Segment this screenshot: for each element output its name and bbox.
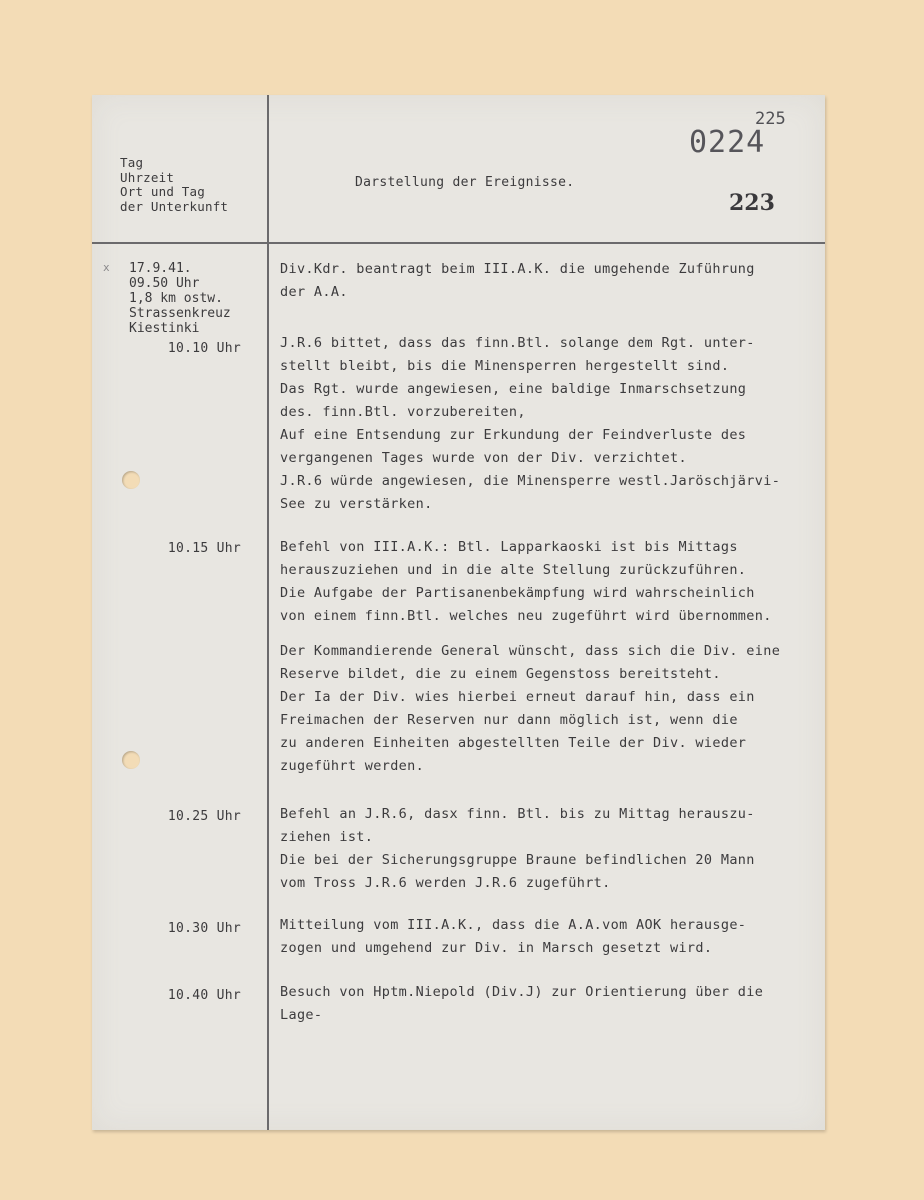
entry-line: von einem finn.Btl. welches neu zugeführt wird übernommen.	[280, 608, 772, 624]
entry-line: Befehl an J.R.6, dasx finn. Btl. bis zu Mittag herauszu-	[280, 806, 755, 822]
location-line: 09.50 Uhr	[129, 276, 200, 291]
entry-1030	[280, 914, 746, 960]
entry-line: Die bei der Sicherungsgruppe Braune befindlichen 20 Mann	[280, 852, 755, 868]
entry-line: See zu verstärken.	[280, 496, 433, 512]
entry-time-1025: 10.25 Uhr	[167, 809, 241, 824]
entry-time-1040: 10.40 Uhr	[167, 988, 241, 1003]
header-label-quarters: der Unterkunft	[120, 198, 229, 214]
entry-line: des. finn.Btl. vorzubereiten,	[280, 404, 526, 420]
punch-hole-upper	[122, 471, 140, 489]
entry-line: vom Tross J.R.6 werden J.R.6 zugeführt.	[280, 875, 611, 891]
entry-time-1015: 10.15 Uhr	[167, 541, 241, 556]
header-label-day: Tag	[120, 155, 144, 170]
page-number-stamp: 0224	[689, 125, 766, 160]
entry-line: Befehl von III.A.K.: Btl. Lapparkaoski ist bis Mittags	[280, 539, 738, 555]
entry-line: Freimachen der Reserven nur dann möglich ist, wenn die	[280, 712, 738, 728]
entry-line	[280, 628, 780, 640]
entry-line: Der Kommandierende General wünscht, dass sich die Div. eine	[280, 643, 781, 659]
margin-mark: x	[103, 261, 110, 274]
header-left-column	[120, 156, 228, 214]
entry-line: zugeführt werden.	[280, 758, 425, 774]
location-line: 1,8 km ostw.	[129, 291, 223, 306]
entry-0950	[280, 258, 755, 304]
entry-time-1030: 10.30 Uhr	[167, 921, 241, 936]
page-number-pencil: 225	[755, 109, 786, 129]
entry-line: ziehen ist.	[280, 829, 374, 845]
entry-line: J.R.6 bittet, dass das finn.Btl. solange dem Rgt. unter-	[280, 335, 755, 351]
location-block	[129, 261, 231, 336]
entry-line: stellt bleibt, bis die Minensperren hergestellt sind.	[280, 358, 730, 374]
entry-1010	[280, 332, 780, 516]
entry-line: Der Ia der Div. wies hierbei erneut darauf hin, dass ein	[280, 689, 755, 705]
entry-line: zu anderen Einheiten abgestellten Teile der Div. wieder	[280, 735, 747, 751]
location-line: 17.9.41.	[129, 261, 192, 276]
location-line: Strassenkreuz	[129, 306, 231, 321]
entry-1015	[280, 536, 780, 778]
entry-time-1010: 10.10 Uhr	[167, 341, 241, 356]
entry-line: Div.Kdr. beantragt beim III.A.K. die umgehende Zuführung	[280, 261, 755, 277]
header-label-time: Uhrzeit	[120, 169, 175, 185]
entry-line: J.R.6 würde angewiesen, die Minensperre westl.Jaröschjärvi-	[280, 473, 781, 489]
entry-line: Mitteilung vom III.A.K., dass die A.A.vom AOK herausge-	[280, 917, 747, 933]
entry-line: Das Rgt. wurde angewiesen, eine baldige Inmarschsetzung	[280, 381, 747, 397]
entry-line: der A.A.	[280, 284, 348, 300]
column-divider	[267, 95, 269, 1130]
header-divider	[92, 242, 825, 244]
header-label-place: Ort und Tag	[120, 184, 205, 199]
document-page	[92, 95, 825, 1130]
entry-line: Reserve bildet, die zu einem Gegenstoss bereitsteht.	[280, 666, 721, 682]
punch-hole-lower	[122, 751, 140, 769]
entry-line: vergangenen Tages wurde von der Div. verzichtet.	[280, 450, 687, 466]
entry-line: Besuch von Hptm.Niepold (Div.J) zur Orientierung über die	[280, 984, 764, 1000]
entry-line: Lage-	[280, 1007, 323, 1023]
entry-line: Die Aufgabe der Partisanenbekämpfung wird wahrscheinlich	[280, 585, 755, 601]
page-number-side: 223	[729, 190, 775, 216]
entry-line: herauszuziehen und in die alte Stellung zurückzuführen.	[280, 562, 747, 578]
header-title: Darstellung der Ereignisse.	[355, 175, 575, 190]
location-line: Kiestinki	[129, 321, 200, 336]
entry-line: zogen und umgehend zur Div. in Marsch gesetzt wird.	[280, 940, 713, 956]
entry-line: Auf eine Entsendung zur Erkundung der Feindverluste des	[280, 427, 747, 443]
entry-1040	[280, 981, 763, 1027]
entry-1025	[280, 803, 755, 895]
